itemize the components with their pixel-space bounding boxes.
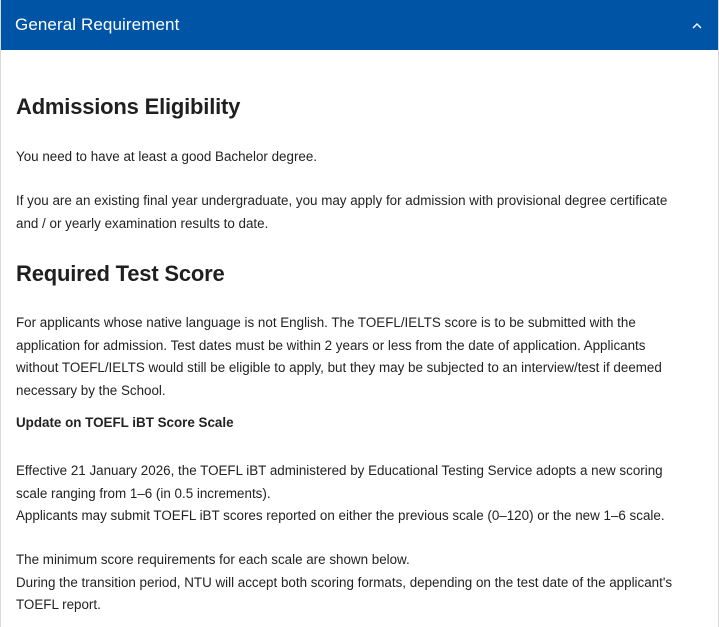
accordion-header-general-requirement[interactable] (1, 0, 718, 50)
eligibility-paragraph-2-line-2: and / or yearly examination results to date. (16, 215, 269, 231)
required-test-score-heading: Required Test Score (16, 261, 225, 286)
eligibility-paragraph-2 (16, 190, 716, 235)
minimum-score-line-2: During the transition period, NTU will accept both scoring formats, depending on the test date of the applicant's (16, 574, 673, 590)
toefl-update-line-1: Effective 21 January 2026, the TOEFL iBT administered by Educational Testing Service adopts a new scoring (16, 463, 663, 478)
toefl-update-subheading: Update on TOEFL iBT Score Scale (16, 415, 234, 430)
accordion-title: General Requirement (15, 15, 180, 34)
minimum-score-paragraph (16, 549, 716, 617)
minimum-score-line-1: The minimum score requirements for each scale are shown below. (16, 552, 410, 567)
eligibility-paragraph-1: You need to have at least a good Bachelor degree. (16, 149, 318, 164)
eligibility-paragraph-2-line-1: If you are an existing final year undergraduate, you may apply for admission with provisional degree certificate (16, 193, 668, 208)
test-score-line-4: necessary by the School. (16, 382, 166, 398)
toefl-update-line-3: Applicants may submit TOEFL iBT scores reported on either the previous scale (0–120) or the new 1–6 scale. (16, 508, 665, 523)
admissions-eligibility-heading: Admissions Eligibility (16, 94, 241, 119)
toefl-update-paragraph (16, 460, 716, 528)
chevron-up-icon[interactable] (690, 18, 704, 32)
test-score-line-2: application for admission. Test dates must be within 2 years or less from the date of application. Applicants (16, 337, 646, 353)
minimum-score-line-3: TOEFL report. (16, 597, 101, 612)
toefl-update-line-2: scale ranging from 1–6 (in 0.5 increments). (16, 485, 271, 501)
test-score-paragraph (16, 312, 716, 402)
test-score-line-1: For applicants whose native language is not English. The TOEFL/IELTS score is to be submitted with the (16, 315, 636, 330)
test-score-line-3: without TOEFL/IELTS would still be eligible to apply, but they may be subjected to an interview/test if deemed (16, 360, 662, 375)
